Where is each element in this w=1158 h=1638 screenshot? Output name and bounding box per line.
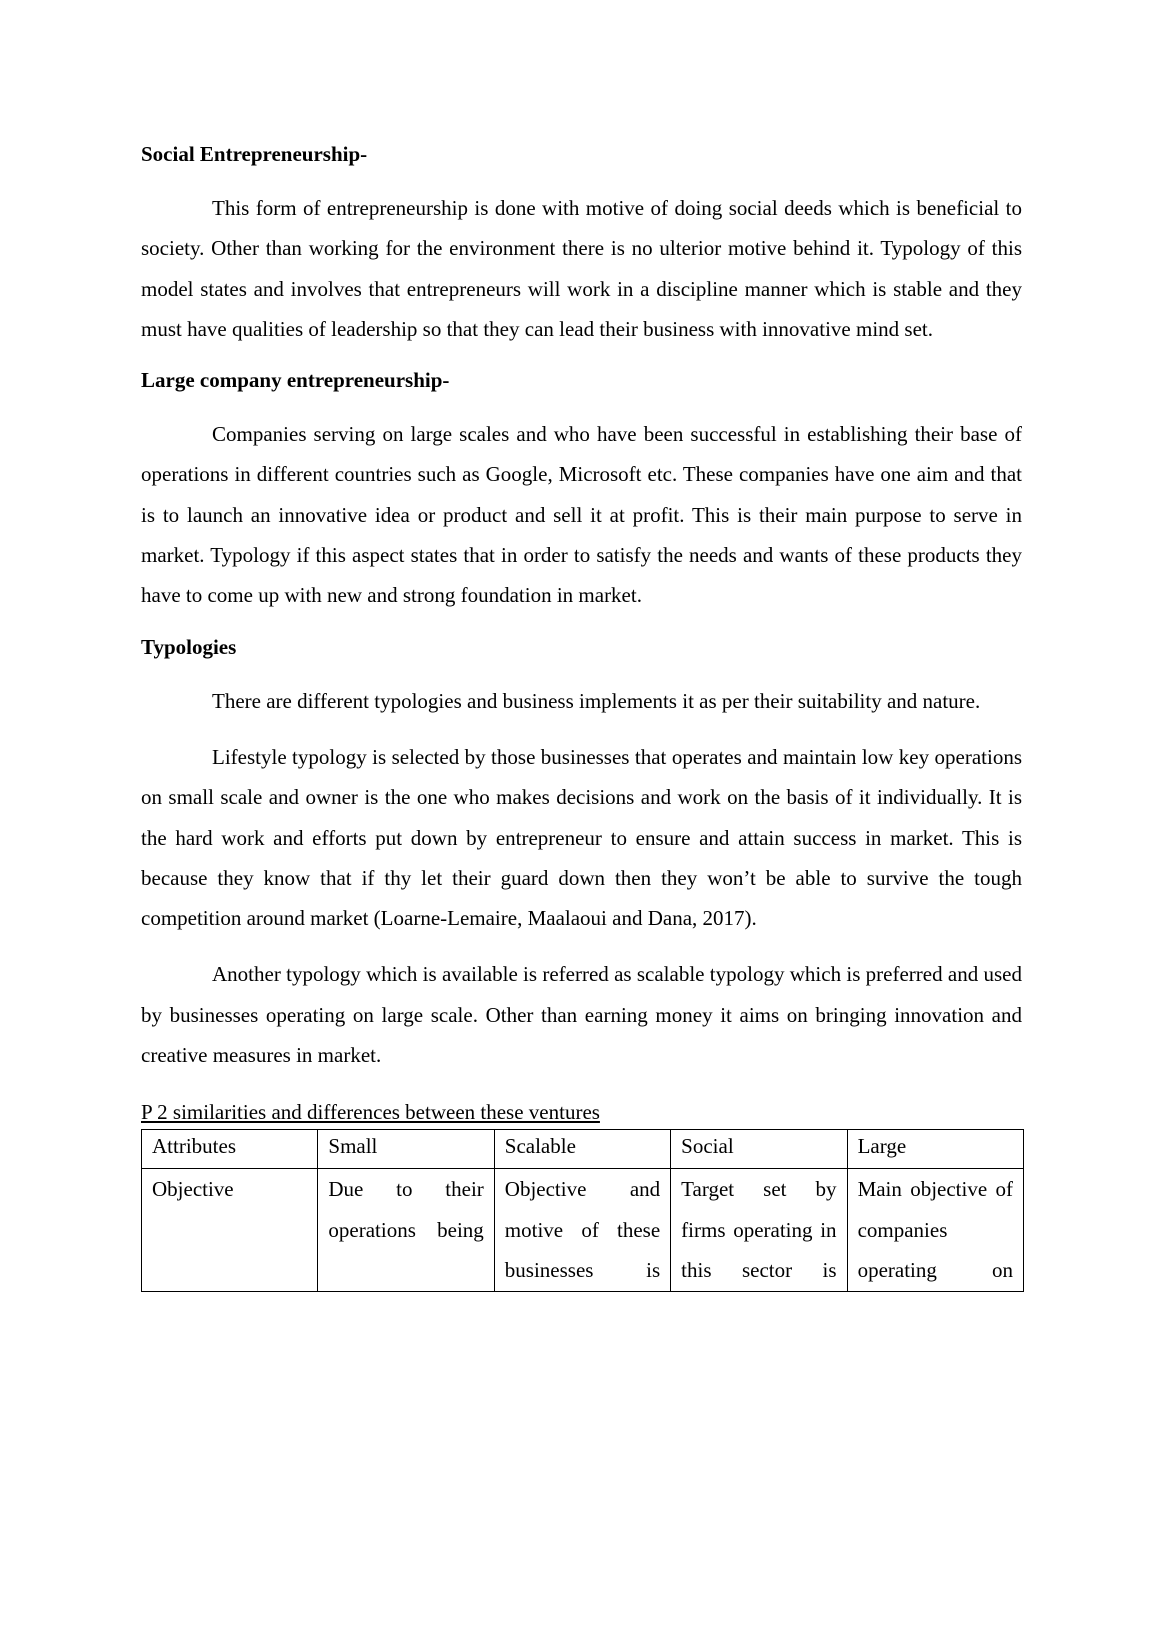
table-header-cell: Social: [671, 1130, 847, 1169]
scalable-paragraph: Another typology which is available is referred as scalable typology which is preferred and used by businesses operating on large scale. Other than earning money it aims on bringing innovation and creative measures in market.: [141, 962, 1022, 1068]
social-paragraph: This form of entrepreneurship is done with motive of doing social deeds which is beneficial to society. Other than working for the environment there is no ulterior motive behind it. Typology of this model states and involves that entrepreneurs will work in a discipline manner which is stable and they must have qualities of leadership so that they can lead their business with innovative mind set.: [141, 196, 1022, 341]
table-header-cell: Large: [847, 1130, 1023, 1169]
table-header-row: [142, 1130, 1024, 1169]
table-row: [142, 1169, 1024, 1292]
social-heading: Social Entrepreneurship-: [141, 142, 368, 166]
table-header-cell: Small: [318, 1130, 494, 1169]
table-header-cell: Attributes: [142, 1130, 318, 1169]
comparison-table: [141, 1129, 1024, 1292]
large-heading: Large company entrepreneurship-: [141, 368, 450, 393]
typologies-heading: Typologies: [141, 634, 237, 659]
table-cell-small: Due to their operations being: [318, 1169, 494, 1292]
lifestyle-paragraph: Lifestyle typology is selected by those businesses that operates and maintain low key operations on small scale and owner is the one who makes decisions and work on the basis of it individually. It is the hard work and efforts put down by entrepreneur to ensure and attain success in market. This is because they know that if thy let their guard down then they won’t be able to survive the tough competition around market (Loarne-Lemaire, Maalaoui and Dana, 2017).: [141, 744, 1022, 931]
table-cell-large: Main objective of companies operating on: [847, 1169, 1023, 1292]
table-cell-attribute: Objective: [142, 1169, 318, 1292]
table-caption: P 2 similarities and differences between these ventures: [141, 1100, 600, 1125]
table-cell-social: Target set by firms operating in this sector is: [671, 1169, 847, 1292]
typologies-paragraph: There are different typologies and business implements it as per their suitability and nature.: [212, 688, 981, 713]
table-header-cell: Scalable: [494, 1130, 670, 1169]
large-paragraph: Companies serving on large scales and who have been successful in establishing their base of operations in different countries such as Google, Microsoft etc. These companies have one aim and that is to launch an innovative idea or product and sell it at profit. This is their main purpose to serve in market. Typology if this aspect states that in order to satisfy the needs and wants of these products they have to come up with new and strong foundation in market.: [141, 422, 1022, 608]
document-page: [141, 139, 1022, 1292]
table-cell-scalable: Objective and motive of these businesses is: [494, 1169, 670, 1292]
